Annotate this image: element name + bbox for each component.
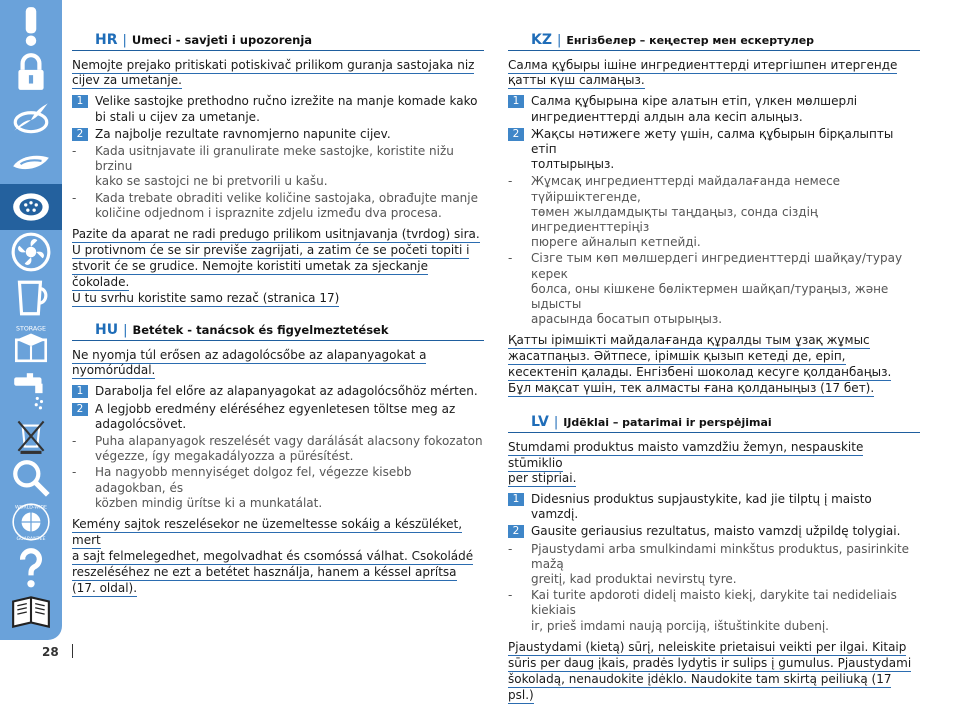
page-number-divider bbox=[72, 644, 73, 658]
svg-text:STORAGE: STORAGE bbox=[16, 325, 46, 333]
tip-line: болса, оны кішкене бөліктермен шайқап/тураңыз, және ыдысты bbox=[531, 281, 889, 312]
tip-line: Жұмсақ ингредиенттерді майдалағанда немесе түйіршіктегенде, bbox=[531, 174, 841, 204]
warning-line: Бұл мақсат үшін, тек алмасты ғана қолданыңыз (17 бет). bbox=[508, 381, 875, 396]
tip-text bbox=[531, 542, 920, 588]
intro-note bbox=[72, 58, 484, 88]
step-number-badge: 2 bbox=[72, 403, 88, 416]
intro-line: Stumdami produktus maisto vamzdžiu žemyn, nespauskite stūmiklio bbox=[508, 440, 864, 470]
right-column bbox=[508, 32, 920, 717]
step-number-badge: 1 bbox=[508, 493, 524, 506]
tip-bullet bbox=[508, 588, 920, 634]
bullet-dash: - bbox=[72, 465, 77, 480]
tip-text bbox=[95, 434, 483, 464]
tip-line: төмен жылдамдықты таңдаңыз, сонда сіздің ингредиенттеріңіз bbox=[531, 204, 818, 235]
step-line: ингредиенттерді алдын ала кесіп алыңыз. bbox=[531, 109, 803, 124]
tip-text bbox=[531, 251, 920, 327]
section-hu bbox=[72, 322, 484, 596]
step-line: A legjobb eredmény eléréséhez egyenletesen töltse meg az bbox=[95, 401, 456, 416]
tip-line: Kada usitnjavate ili granulirate meke sastojke, koristite nižu brzinu bbox=[95, 144, 454, 174]
warning-line: U protivnom će se sir previše zagrijati, a zatim će se početi topiti i bbox=[72, 243, 470, 258]
step-line: Za najbolje rezultate ravnomjerno napunite cijev. bbox=[95, 126, 391, 141]
warning-line: sūris per daug įkais, pradės lydytis ir sulips į gumulus. Pjaustydami bbox=[508, 655, 912, 670]
warning-note bbox=[72, 226, 484, 306]
warning-line: жасатпаңыз. Әйтпесе, ірімшік қызып кетеді де, еріп, bbox=[508, 349, 846, 364]
intro-line: cijev za umetanje. bbox=[72, 73, 182, 88]
recipe-book-icon bbox=[6, 590, 56, 634]
step-number-badge: 1 bbox=[72, 385, 88, 398]
warning-note bbox=[508, 639, 920, 703]
tip-bullet bbox=[508, 542, 920, 588]
step-number-badge: 1 bbox=[72, 95, 88, 108]
svg-text:GUARANTEE: GUARANTEE bbox=[16, 536, 46, 542]
magnifier-icon bbox=[6, 456, 56, 500]
tip-line: kako se sastojci ne bi pretvorili u kašu. bbox=[95, 174, 328, 189]
tip-line: Puha alapanyagok reszelését vagy darálását alacsony fokozaton bbox=[95, 434, 483, 449]
fan-blade-icon bbox=[6, 230, 56, 274]
tip-line: Kada trebate obraditi velike količine sastojaka, obrađujte manje bbox=[95, 190, 478, 205]
tip-line: пюреге айналып кетпейді. bbox=[531, 235, 701, 250]
jug-icon bbox=[6, 276, 56, 320]
warning-line: šokoladą, nenaudokite įdėklo. Naudokite tam skirtą peiliuką (17 psl.) bbox=[508, 671, 892, 702]
tip-text bbox=[95, 191, 478, 221]
grater-disc-icon bbox=[0, 184, 62, 230]
tip-line: količine odjednom i ispraznite zdjelu između dva procesa. bbox=[95, 205, 442, 220]
step-text bbox=[531, 94, 857, 124]
step-text bbox=[531, 492, 920, 522]
heading-separator: | bbox=[123, 323, 128, 339]
tip-text bbox=[531, 174, 920, 250]
section-heading bbox=[72, 322, 484, 341]
padlock-icon bbox=[6, 50, 56, 94]
step-line: толтырыңыз. bbox=[531, 157, 615, 172]
section-title: Betétek - tanácsok és figyelmeztetések bbox=[132, 323, 389, 338]
bullet-dash: - bbox=[508, 541, 513, 556]
intro-line: nyomórúddal. bbox=[72, 363, 156, 378]
heading-separator: | bbox=[557, 33, 562, 48]
step-line: bi stali u cijev za umetanje. bbox=[95, 109, 260, 124]
tip-text bbox=[95, 144, 484, 190]
warning-line: reszeléséhez ne ezt a betétet használja, hanem a késsel aprítsa bbox=[72, 565, 457, 580]
tip-bullet bbox=[72, 191, 484, 221]
crossed-bin-icon bbox=[6, 412, 56, 456]
step-number-badge: 2 bbox=[508, 525, 524, 538]
question-mark-icon bbox=[6, 546, 56, 590]
tip-bullet bbox=[508, 251, 920, 327]
section-lv bbox=[508, 414, 920, 702]
tip-line: greitį, kad produktai nevirstų tyre. bbox=[531, 572, 737, 587]
step-text bbox=[95, 94, 477, 124]
tap-water-icon bbox=[6, 368, 56, 412]
tip-line: ir, prieš imdami naują porciją, ištuštinkite dubenį. bbox=[531, 618, 829, 633]
tip-line: Ha nagyobb mennyiséget dolgoz fel, végezze kisebb adagokban, és bbox=[95, 465, 412, 495]
warning-line: Қатты ірімшікті майдалағанда құралды тым ұзақ жұмыс bbox=[508, 333, 870, 348]
tip-line: арасында босатып отырыңыз. bbox=[531, 312, 723, 327]
step-number-badge: 2 bbox=[72, 128, 88, 141]
intro-note bbox=[508, 58, 920, 88]
bullet-dash: - bbox=[72, 144, 77, 159]
intro-line: Nemojte prejako pritiskati potiskivač prilikom guranja sastojaka niz bbox=[72, 58, 475, 72]
step-text bbox=[95, 384, 478, 399]
language-code: HR bbox=[95, 32, 118, 48]
section-hr bbox=[72, 32, 484, 306]
tip-bullet bbox=[72, 144, 484, 190]
intro-line: per stipriai. bbox=[508, 470, 577, 485]
heading-separator: | bbox=[122, 33, 127, 48]
warning-line: (17. oldal). bbox=[72, 581, 138, 596]
blade-disc-icon bbox=[6, 96, 56, 140]
language-code: KZ bbox=[531, 32, 552, 48]
step-line: Darabolja fel előre az alapanyagokat az adagolócsőhöz mérten. bbox=[95, 384, 478, 399]
intro-line: қатты күш салмаңыз. bbox=[508, 73, 645, 88]
section-title: Енгізбелер – кеңестер мен ескертулер bbox=[566, 34, 815, 47]
tip-text bbox=[531, 588, 920, 634]
sidebar-icon-strip bbox=[0, 0, 62, 640]
intro-note bbox=[508, 440, 920, 486]
svg-text:WORLD-WIDE: WORLD-WIDE bbox=[14, 505, 48, 511]
step-text bbox=[95, 402, 455, 432]
bullet-dash: - bbox=[508, 588, 513, 603]
numbered-step bbox=[508, 492, 920, 522]
step-line: Салма құбырына кіре алатын етіп, үлкен мөлшерлі bbox=[531, 94, 858, 109]
numbered-step bbox=[72, 127, 484, 142]
numbered-step bbox=[72, 402, 484, 432]
left-column bbox=[72, 32, 484, 610]
step-number-badge: 2 bbox=[508, 128, 524, 141]
intro-line: Ne nyomja túl erősen az adagolócsőbe az alapanyagokat a bbox=[72, 348, 427, 363]
warning-note bbox=[508, 332, 920, 396]
section-kz bbox=[508, 32, 920, 396]
warning-line: stvorit će se grudice. Nemojte koristiti umetak za sjeckanje čokolade. bbox=[72, 259, 428, 290]
numbered-step bbox=[508, 524, 920, 539]
section-title: Ĳdēklai – patarimai ir perspėjimai bbox=[563, 416, 772, 430]
tip-line: Pjaustydami arba smulkindami minkštus produktus, pasirinkite mažą bbox=[531, 541, 910, 571]
warning-line: Kemény sajtok reszelésekor ne üzemeltesse sokáig a készüléket, mert bbox=[72, 517, 463, 548]
section-heading bbox=[508, 32, 920, 51]
world-wide-guarantee-icon bbox=[6, 500, 56, 544]
tip-bullet bbox=[72, 465, 484, 511]
bullet-dash: - bbox=[508, 251, 513, 266]
warning-note bbox=[72, 516, 484, 596]
heading-separator: | bbox=[553, 415, 559, 431]
step-line: Velike sastojke prethodno ručno izrežite na manje komade kako bbox=[95, 94, 478, 109]
step-line: adagolócsövet. bbox=[95, 416, 187, 431]
language-code: LV bbox=[531, 414, 549, 431]
tip-bullet bbox=[72, 434, 484, 464]
language-code: HU bbox=[95, 322, 119, 339]
numbered-step bbox=[508, 94, 920, 124]
intro-line: Салма құбыры ішіне ингредиенттерді итергішпен итергенде bbox=[508, 58, 898, 72]
bullet-dash: - bbox=[72, 190, 77, 205]
section-heading bbox=[508, 414, 920, 433]
bullet-dash: - bbox=[72, 434, 77, 449]
tip-line: Сізге тым көп мөлшердегі ингредиенттерді шайқау/турау керек bbox=[531, 251, 903, 281]
tip-line: közben mindig ürítse ki a munkatálat. bbox=[95, 495, 323, 510]
step-text bbox=[95, 127, 391, 142]
step-text bbox=[531, 524, 900, 539]
section-heading bbox=[72, 32, 484, 51]
slicer-disc-icon bbox=[6, 140, 56, 184]
step-line: Didesnius produktus supjaustykite, kad jie tilptų į maisto vamzdį. bbox=[531, 492, 872, 522]
warning-line: Pazite da aparat ne radi predugo prilikom usitnjavanja (tvrdog) sira. bbox=[72, 227, 480, 242]
tip-line: Kai turite apdoroti didelį maisto kiekį, darykite tai nedideliais kiekiais bbox=[531, 588, 897, 618]
bullet-dash: - bbox=[508, 174, 513, 189]
step-number-badge: 1 bbox=[508, 95, 524, 108]
tip-text bbox=[95, 465, 484, 511]
warning-exclamation-icon bbox=[6, 4, 56, 48]
warning-line: U tu svrhu koristite samo rezač (stranica 17) bbox=[72, 291, 340, 306]
step-line: Жақсы нәтижеге жету үшін, салма құбырын бірқалыпты етіп bbox=[531, 126, 894, 157]
warning-line: a sajt felmelegedhet, megolvadhat és csomóssá válhat. Csokoládé bbox=[72, 549, 474, 564]
step-text bbox=[531, 127, 920, 173]
numbered-step bbox=[72, 384, 484, 399]
numbered-step bbox=[72, 94, 484, 124]
warning-line: Pjaustydami (kietą) sūrį, neleiskite prietaisui veikti per ilgai. Kitaip bbox=[508, 639, 907, 654]
section-title: Umeci - savjeti i upozorenja bbox=[131, 33, 313, 47]
warning-line: кесектеніп қалады. Енгізбені шоколад кесуге қолданбаңыз. bbox=[508, 365, 892, 380]
storage-box-icon bbox=[6, 322, 56, 366]
numbered-step bbox=[508, 127, 920, 173]
step-line: Gausite geriausius rezultatus, maisto vamzdį užpildę tolygiai. bbox=[531, 524, 901, 539]
page-number: 28 bbox=[42, 645, 59, 659]
tip-bullet bbox=[508, 174, 920, 250]
intro-note bbox=[72, 348, 484, 378]
tip-line: végezze, így megakadályozza a pürésítést. bbox=[95, 449, 354, 464]
